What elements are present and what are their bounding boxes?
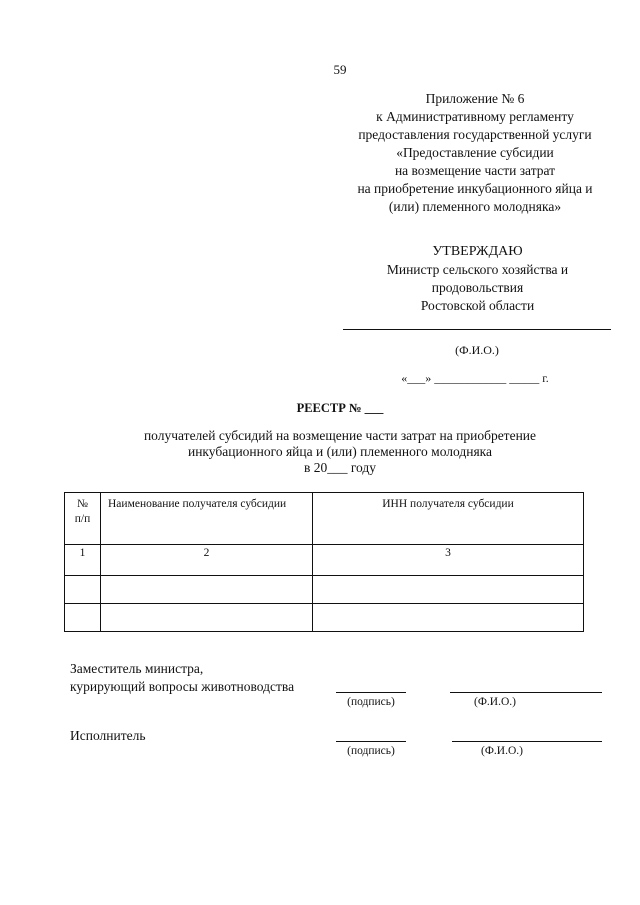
approval-line: Ростовской области (420, 298, 535, 313)
appendix-line: (или) племенного молодняка» (388, 199, 562, 214)
subtitle-line: инкубационного яйца и (или) племенного молодняка (187, 444, 493, 459)
executor-fio-label: (Ф.И.О.) (481, 745, 523, 757)
executor-signature-label: (подпись) (347, 745, 395, 757)
page-number: 59 (333, 62, 347, 77)
appendix-line: «Предоставление субсидии (396, 145, 554, 160)
executor-signature-line (336, 741, 406, 742)
table-cell[interactable] (65, 576, 101, 604)
approval-line: продовольствия (431, 280, 524, 295)
deputy-fio-line (450, 692, 602, 693)
column-number: 1 (65, 545, 101, 576)
subtitle-line: получателей субсидий на возмещение части затрат на приобретение (143, 428, 537, 443)
table-row (65, 576, 584, 604)
appendix-line: Приложение № 6 (425, 91, 525, 106)
column-number-row (65, 545, 584, 576)
executor-label: Исполнитель (70, 728, 146, 743)
table-cell[interactable] (313, 576, 584, 604)
approval-heading: УТВЕРЖДАЮ (432, 244, 523, 259)
approval-signature-line (343, 329, 611, 330)
registry-title: РЕЕСТР № ___ (296, 401, 384, 415)
table-cell[interactable] (101, 604, 313, 632)
table-cell[interactable] (101, 576, 313, 604)
approval-line: Министр сельского хозяйства и (386, 262, 569, 277)
approval-date: «___» ____________ _____ г. (401, 371, 549, 385)
executor-fio-line (452, 741, 602, 742)
deputy-signature-label: (подпись) (347, 696, 395, 708)
table-header-row (65, 493, 584, 545)
approval-fio-label: (Ф.И.О.) (455, 343, 499, 357)
column-header-name: Наименование получателя субсидии (101, 493, 313, 545)
subtitle-line: в 20___ году (303, 460, 377, 475)
column-number: 3 (313, 545, 584, 576)
deputy-line: Заместитель министра, (70, 661, 204, 676)
registry-table (64, 492, 584, 632)
appendix-line: предоставления государственной услуги (358, 127, 592, 142)
column-header-number: № п/п (65, 493, 101, 545)
appendix-line: на возмещение части затрат (394, 163, 556, 178)
deputy-signature-line (336, 692, 406, 693)
deputy-minister-label (70, 660, 294, 696)
column-number: 2 (101, 545, 313, 576)
deputy-fio-label: (Ф.И.О.) (474, 696, 516, 708)
deputy-line: курирующий вопросы животноводства (70, 679, 295, 694)
table-cell[interactable] (313, 604, 584, 632)
registry-subtitle (60, 428, 620, 476)
table-row (65, 604, 584, 632)
column-header-inn: ИНН получателя субсидии (313, 493, 584, 545)
appendix-block (330, 90, 620, 216)
appendix-line: на приобретение инкубационного яйца и (357, 181, 593, 196)
appendix-line: к Административному регламенту (376, 109, 574, 124)
table-cell[interactable] (65, 604, 101, 632)
approval-block (345, 243, 610, 315)
